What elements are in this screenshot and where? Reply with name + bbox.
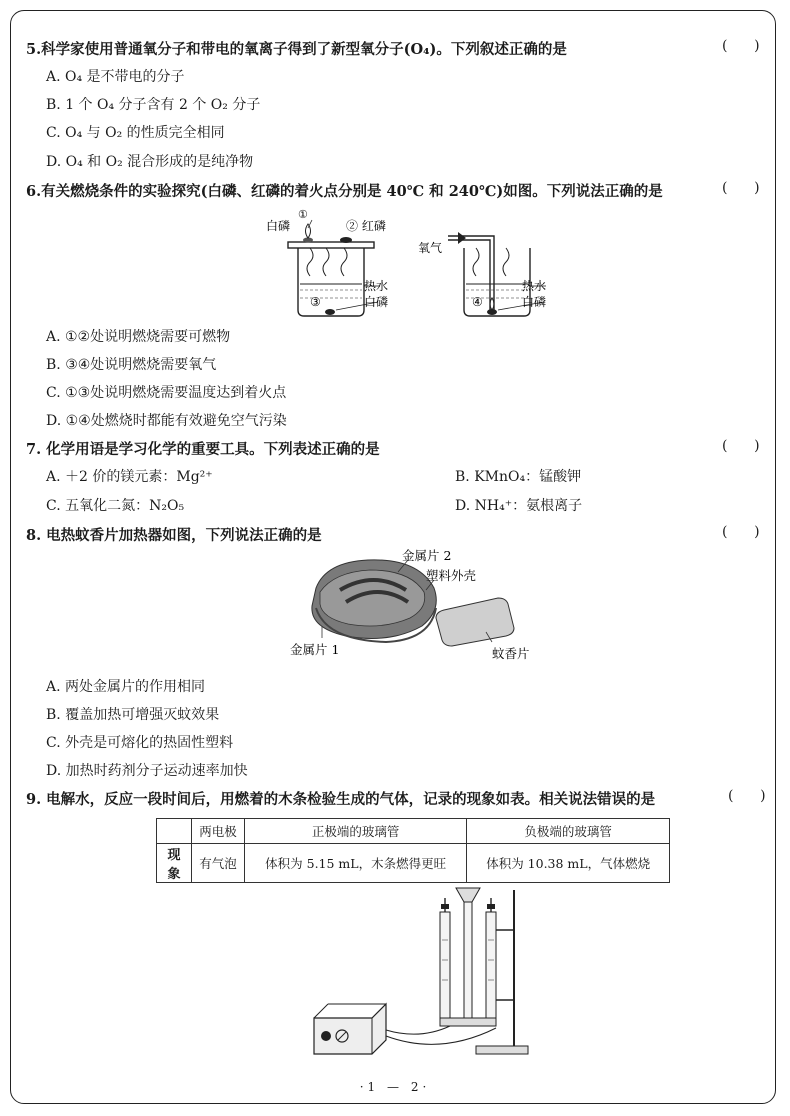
q7-option-a[interactable]: A. ＋2 价的镁元素：Mg²⁺ — [46, 469, 213, 485]
label-metal-2: 金属片 2 — [402, 548, 452, 563]
power-supply — [314, 1004, 386, 1054]
label-white-p-bottom-left: 白磷 — [364, 295, 389, 309]
q8-option-b[interactable]: B. 覆盖加热可增强灭蚊效果 — [46, 707, 220, 723]
table-header-row — [157, 819, 670, 844]
mosquito-heater-figure — [286, 548, 548, 668]
hofmann-voltameter — [440, 888, 496, 1026]
table-cell-positive: 体积为 5.15 mL，木条燃得更旺 — [245, 844, 467, 883]
label-metal-1: 金属片 1 — [290, 642, 340, 657]
label-plastic-shell: 塑料外壳 — [426, 568, 477, 583]
q8-option-d[interactable]: D. 加热时药剂分子运动速率加快 — [46, 763, 248, 779]
q8-answer-blank[interactable]: ( ) — [722, 524, 760, 540]
table-cell-electrodes: 有气泡 — [192, 844, 245, 883]
label-hot-water-left: 热水 — [364, 279, 389, 293]
q5-stem: 5.科学家使用普通氧分子和带电的氧离子得到了新型氧分子(O₄)。下列叙述正确的是 — [26, 41, 567, 58]
label-oxygen: 氧气 — [418, 241, 443, 255]
q7-stem: 7. 化学用语是学习化学的重要工具。下列表述正确的是 — [26, 441, 380, 458]
q6-answer-blank[interactable]: ( ) — [722, 180, 760, 196]
label-mosquito-mat: 蚊香片 — [492, 646, 530, 661]
combustion-experiment-figure — [250, 206, 570, 324]
q7-option-d[interactable]: D. NH₄⁺：氨根离子 — [455, 498, 583, 514]
table-header-negative: 负极端的玻璃管 — [467, 819, 670, 844]
table-header-electrodes: 两电极 — [192, 819, 245, 844]
q6-option-b[interactable]: B. ③④处说明燃烧需要氧气 — [46, 357, 217, 373]
table-header-positive: 正极端的玻璃管 — [245, 819, 467, 844]
q5-option-c[interactable]: C. O₄ 与 O₂ 的性质完全相同 — [46, 125, 225, 141]
label-white-p-bottom-right: 白磷 — [522, 295, 547, 309]
label-mark-4: ④ — [472, 295, 483, 309]
q7-option-b[interactable]: B. KMnO₄：锰酸钾 — [455, 469, 582, 485]
label-mark-1: ① — [298, 208, 308, 221]
q9-stem: 9. 电解水，反应一段时间后，用燃着的木条检验生成的气体，记录的现象如表。相关说法错误的是 — [26, 791, 656, 808]
q7-option-c[interactable]: C. 五氧化二氮：N₂O₅ — [46, 498, 185, 514]
page-number: ·1 — 2· — [359, 1080, 431, 1094]
mosquito-mat — [436, 598, 514, 646]
electrolysis-table — [156, 818, 670, 883]
q5-option-a[interactable]: A. O₄ 是不带电的分子 — [46, 69, 185, 85]
iron-stand — [476, 890, 528, 1054]
heater-device — [312, 560, 436, 642]
table-cell-negative: 体积为 10.38 mL，气体燃烧 — [467, 844, 670, 883]
table-row — [157, 844, 670, 883]
table-row-head: 现象 — [157, 844, 192, 883]
label-mark-3: ③ — [310, 295, 321, 309]
label-red-p: ② 红磷 — [346, 219, 386, 233]
label-hot-water-right: 热水 — [522, 279, 547, 293]
q8-option-c[interactable]: C. 外壳是可熔化的热固性塑料 — [46, 735, 234, 751]
q5-answer-blank[interactable]: ( ) — [722, 38, 760, 54]
q9-answer-blank[interactable]: ( ) — [728, 788, 766, 804]
q5-option-d[interactable]: D. O₄ 和 O₂ 混合形成的是纯净物 — [46, 154, 254, 170]
electrolysis-apparatus-figure — [300, 880, 540, 1070]
table-header-blank — [157, 819, 192, 844]
q6-option-a[interactable]: A. ①②处说明燃烧需要可燃物 — [46, 329, 231, 345]
q7-answer-blank[interactable]: ( ) — [722, 438, 760, 454]
q6-option-c[interactable]: C. ①③处说明燃烧需要温度达到着火点 — [46, 385, 287, 401]
q8-option-a[interactable]: A. 两处金属片的作用相同 — [46, 679, 206, 695]
q6-stem: 6.有关燃烧条件的实验探究(白磷、红磷的着火点分别是 40℃ 和 240℃)如图。下列说法正确的是 — [26, 183, 663, 200]
q5-option-b[interactable]: B. 1 个 O₄ 分子含有 2 个 O₂ 分子 — [46, 97, 261, 113]
q6-option-d[interactable]: D. ①④处燃烧时都能有效避免空气污染 — [46, 413, 287, 429]
label-white-p-top: 白磷 — [266, 219, 291, 233]
q8-stem: 8. 电热蚊香片加热器如图，下列说法正确的是 — [26, 527, 322, 544]
